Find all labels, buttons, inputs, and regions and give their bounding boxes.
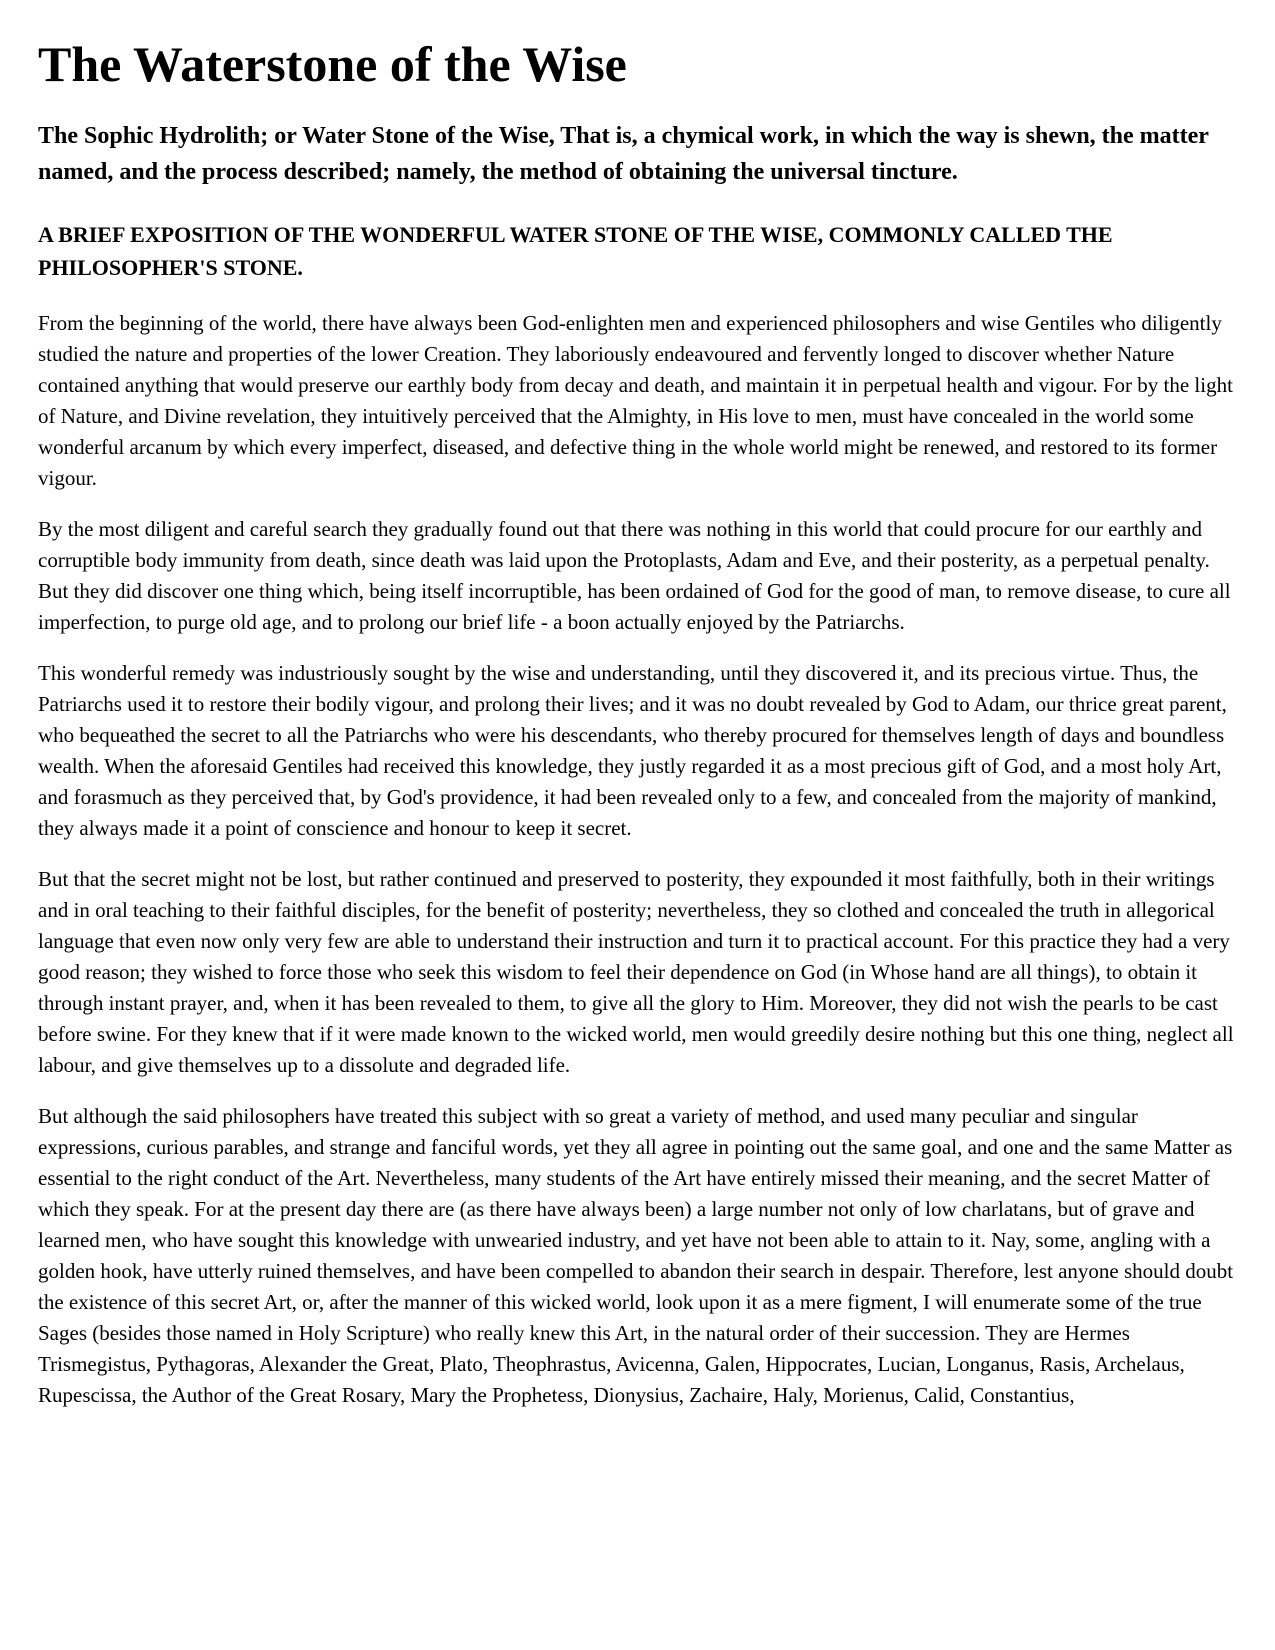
document-title: The Waterstone of the Wise (38, 36, 627, 92)
paragraph-2: By the most diligent and careful search they gradually found out that there was nothing in this world that could procure for our earthly and corruptible body immunity from death, since death was laid upon the Protoplasts, Adam and Eve, and their posterity, as a perpetual penalty. But they did discover one thing which, being itself incorruptible, has been ordained of God for the good of man, to remove disease, to cure all imperfection, to purge old age, and to prolong our brief life - a boon actually enjoyed by the Patriarchs. (38, 517, 1231, 634)
paragraph-1: From the beginning of the world, there have always been God-enlighten men and experienced philosophers and wise Gentiles who diligently studied the nature and properties of the lower Creation. They laboriously endeavoured and fervently longed to discover whether Nature contained anything that would preserve our earthly body from decay and death, and maintain it in perpetual health and vigour. For by the light of Nature, and Divine revelation, they intuitively perceived that the Almighty, in His love to men, must have concealed in the world some wonderful arcanum by which every imperfect, diseased, and defective thing in the whole world might be renewed, and restored to its former vigour. (38, 311, 1233, 490)
paragraph-3: This wonderful remedy was industriously sought by the wise and understanding, until they discovered it, and its precious virtue. Thus, the Patriarchs used it to restore their bodily vigour, and prolong their lives; and it was no doubt revealed by God to Adam, our thrice great parent, who bequeathed the secret to all the Patriarchs who were his descendants, who thereby procured for themselves length of days and boundless wealth. When the aforesaid Gentiles had received this knowledge, they justly regarded it as a most precious gift of God, and a most holy Art, and forasmuch as they perceived that, by God's providence, it had been revealed only to a few, and concealed from the majority of mankind, they always made it a point of conscience and honour to keep it secret. (38, 661, 1227, 840)
paragraph-4: But that the secret might not be lost, but rather continued and preserved to posterity, they expounded it most faithfully, both in their writings and in oral teaching to their faithful disciples, for the benefit of posterity; nevertheless, they so clothed and concealed the truth in allegorical language that even now only very few are able to understand their instruction and turn it to practical account. For this practice they had a very good reason; they wished to force those who seek this wisdom to feel their dependence on God (in Whose hand are all things), to obtain it through instant prayer, and, when it has been revealed to them, to give all the glory to Him. Moreover, they did not wish the pearls to be cast before swine. For they knew that if it were made known to the wicked world, men would greedily desire nothing but this one thing, neglect all labour, and give themselves up to a dissolute and degraded life. (38, 867, 1234, 1077)
paragraph-5: But although the said philosophers have treated this subject with so great a variety of method, and used many peculiar and singular expressions, curious parables, and strange and fanciful words, yet they all agree in pointing out the same goal, and one and the same Matter as essential to the right conduct of the Art. Nevertheless, many students of the Art have entirely missed their meaning, and the secret Matter of which they speak. For at the present day there are (as there have always been) a large number not only of low charlatans, but of grave and learned men, who have sought this knowledge with unwearied industry, and yet have not been able to attain to it. Nay, some, angling with a golden hook, have utterly ruined themselves, and have been compelled to abandon their search in despair. Therefore, lest anyone should doubt the existence of this secret Art, or, after the manner of this wicked world, look upon it as a mere figment, I will enumerate some of the true Sages (besides those named in Holy Scripture) who really knew this Art, in the natural order of their succession. They are Hermes Trismegistus, Pythagoras, Alexander the Great, Plato, Theophrastus, Avicenna, Galen, Hippocrates, Lucian, Longanus, Rasis, Archelaus, Rupescissa, the Author of the Great Rosary, Mary the Prophetess, Dionysius, Zachaire, Haly, Morienus, Calid, Constantius, (38, 1104, 1234, 1407)
section-heading: A BRIEF EXPOSITION OF THE WONDERFUL WATER STONE OF THE WISE, COMMONLY CALLED THE PHILOSOPHER'S STONE. (38, 222, 1113, 280)
document-subtitle: The Sophic Hydrolith; or Water Stone of the Wise, That is, a chymical work, in which the way is shewn, the matter named, and the process described; namely, the method of obtaining the universal tincture. (38, 123, 1209, 185)
